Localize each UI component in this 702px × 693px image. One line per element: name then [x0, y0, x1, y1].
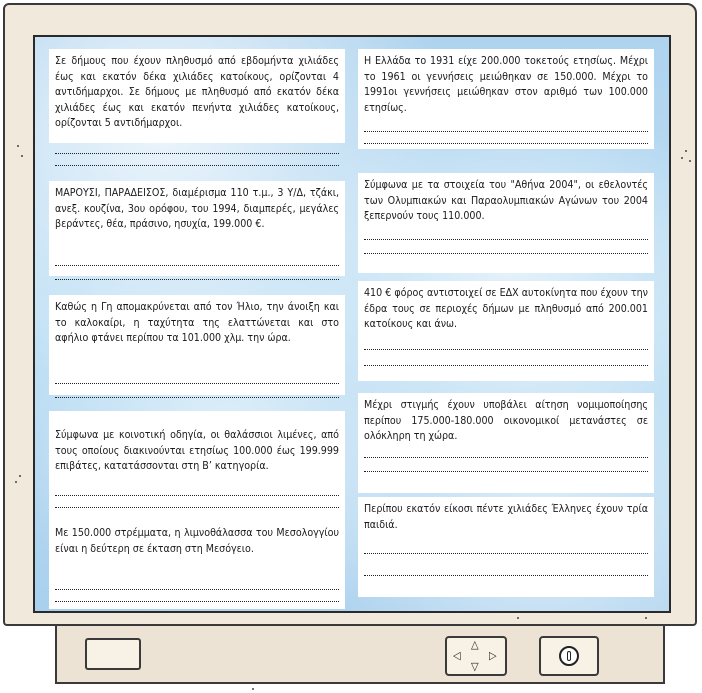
answer-line[interactable]: [364, 143, 648, 144]
card-text: Σε δήμους που έχουν πληθυσμό από εβδομήντα χιλιάδες έως και εκατόν δέκα χιλιάδες κατοίκους, ορίζονται 4 αντιδήμαρχοι. Σε δήμους με πληθυσμό από εκατόν δέκα χιλιάδες έως και εκατόν πενήντα χιλιάδες κατοίκους, ορίζονται 5 αντιδήμαρχοι.: [55, 55, 339, 129]
nav-pad[interactable]: [445, 636, 507, 676]
text-card: [49, 521, 345, 609]
answer-line[interactable]: [364, 553, 648, 554]
text-card: [358, 497, 654, 597]
answer-line[interactable]: [55, 383, 339, 384]
up-arrow-icon[interactable]: △: [471, 638, 479, 651]
answer-line[interactable]: [364, 365, 648, 366]
card-text: Καθώς η Γη απομακρύνεται από τον Ήλιο, την άνοιξη και το καλοκαίρι, η ταχύτητα της ελαττώνεται και στο αφήλιο φτάνει περίπου τα 101.000 χλμ. την ώρα.: [55, 301, 339, 344]
card-text: Μέχρι στιγμής έχουν υποβάλει αίτηση νομιμοποίησης περίπου 175.000-180.000 οικονομικοί μετανάστες σε ολόκληρη τη χώρα.: [364, 399, 648, 442]
answer-line[interactable]: [55, 397, 339, 398]
text-card: [49, 49, 345, 143]
answer-line[interactable]: [364, 253, 648, 254]
card-text: Σύμφωνα με τα στοιχεία του "Αθήνα 2004", οι εθελοντές των Ολυμπιακών και Παραολυμπιακών Αγώνων του 2004 ξεπερνούν τους 110.000.: [364, 179, 648, 222]
text-card: [49, 411, 345, 521]
card-text: Σύμφωνα με κοινοτική οδηγία, οι θαλάσσιοι λιμένες, από τους οποίους διακινούνται ετησίως 100.000 έως 199.999 επιβάτες, κατατάσσονται στη Β’ κατηγορία.: [55, 429, 339, 472]
text-card: [49, 181, 345, 276]
answer-line[interactable]: [364, 349, 648, 350]
text-card: [358, 393, 654, 493]
monitor-stand: [55, 626, 665, 684]
answer-line[interactable]: [364, 239, 648, 240]
left-arrow-icon[interactable]: ◁: [453, 649, 461, 662]
card-text: ΜΑΡΟΥΣΙ, ΠΑΡΑΔΕΙΣΟΣ, διαμέρισμα 110 τ.μ., 3 Υ/Δ, τζάκι, ανεξ. κουζίνα, 3ου ορόφου, του 1994, διαμπερές, μεγάλες βεράντες, θέα, πράσινο, ησυχία, 199.000 €.: [55, 187, 339, 230]
text-card: [358, 173, 654, 273]
text-card: [49, 295, 345, 395]
answer-line[interactable]: [55, 589, 339, 590]
answer-line[interactable]: [364, 457, 648, 458]
answer-line[interactable]: [364, 471, 648, 472]
text-card: [358, 49, 654, 149]
disk-slot: [85, 638, 141, 670]
answer-line[interactable]: [55, 495, 339, 496]
answer-line[interactable]: [364, 575, 648, 576]
answer-line[interactable]: [364, 131, 648, 132]
card-text: Περίπου εκατόν είκοσι πέντε χιλιάδες Έλληνες έχουν τρία παιδιά.: [364, 503, 648, 531]
card-text: 410 € φόρος αντιστοιχεί σε ΕΔΧ αυτοκίνητα που έχουν την έδρα τους σε περιοχές δήμων με πληθυσμό από 200.001 κατοίκους και άνω.: [364, 287, 648, 330]
down-arrow-icon[interactable]: ▽: [471, 660, 479, 673]
answer-line[interactable]: [55, 601, 339, 602]
right-arrow-icon[interactable]: ▷: [489, 649, 497, 662]
power-icon[interactable]: [559, 646, 579, 666]
card-text: Με 150.000 στρέμματα, η λιμνοθάλασσα του Μεσολογγίου είναι η δεύτερη σε έκταση στη Μεσόγειο.: [55, 527, 339, 555]
answer-line[interactable]: [55, 279, 339, 280]
power-panel: [539, 636, 599, 676]
answer-line[interactable]: [55, 165, 339, 166]
answer-line[interactable]: [55, 153, 339, 154]
card-text: Η Ελλάδα το 1931 είχε 200.000 τοκετούς ετησίως. Μέχρι το 1961 οι γεννήσεις μειώθηκαν σε 150.000. Μέχρι το 1991οι γεννήσεις μειώθηκαν στον αριθμό των 100.000 ετησίως.: [364, 55, 648, 114]
text-card: [358, 281, 654, 381]
screen: [33, 35, 671, 613]
answer-line[interactable]: [55, 507, 339, 508]
monitor-frame: [3, 3, 697, 626]
answer-line[interactable]: [55, 265, 339, 266]
